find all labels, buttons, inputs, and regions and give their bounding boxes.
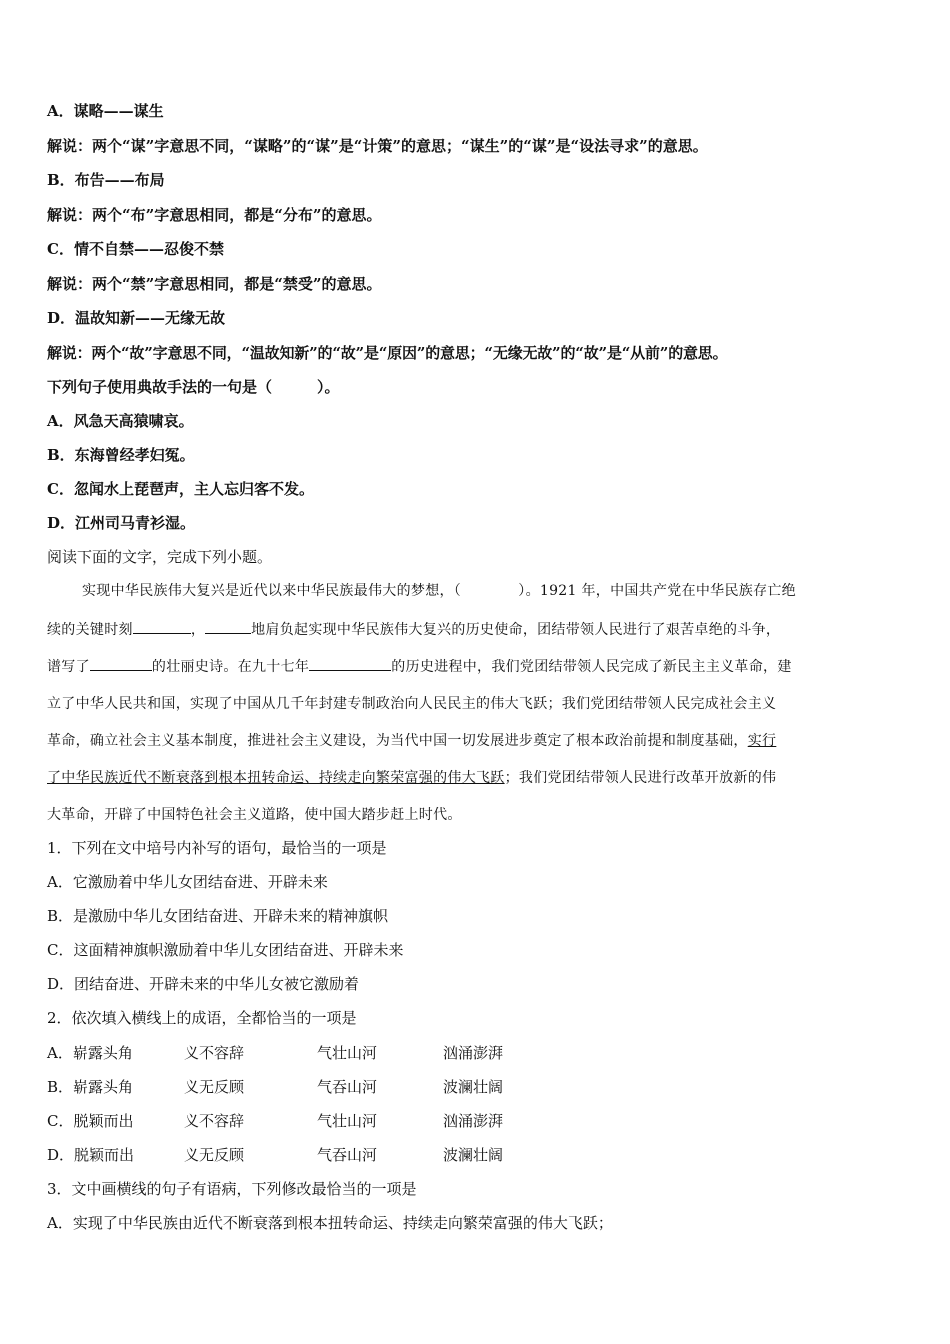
q3-stem: 3．文中画横线的句子有语病，下列修改最恰当的一项是 (47, 1180, 417, 1198)
q2-row-c-idiom-3: 气壮山河 (317, 1112, 378, 1130)
explanation-c: 解说：两个“禁”字意思相同，都是“禁受”的意思。 (47, 275, 382, 293)
passage-line-6 (47, 768, 776, 788)
allusion-option-c: C．忽闻水上琵琶声，主人忘归客不发。 (47, 480, 314, 498)
passage-text: 谱写了 (47, 659, 90, 675)
q2-row-b-idiom-3: 气吞山河 (317, 1078, 378, 1096)
q2-row-d-idiom-2: 义无反顾 (184, 1146, 245, 1164)
q1-option-b: B．是激励中华儿女团结奋进、开辟未来的精神旗帜 (47, 907, 389, 925)
fill-blank-2 (205, 619, 251, 634)
explanation-a: 解说：两个“谋”字意思不同，“谋略”的“谋”是“计策”的意思；“谋生”的“谋”是“设法寻求”的意思。 (47, 137, 708, 155)
passage-line-2 (47, 619, 780, 640)
passage-text: 的历史进程中，我们党团结带领人民完成了新民主主义革命，建 (391, 659, 792, 675)
fill-blank-1 (133, 619, 191, 634)
allusion-option-d: D．江州司马青衫湿。 (47, 514, 196, 532)
option-d: D．温故知新——无缘无故 (47, 309, 226, 327)
passage-line-1: 实现中华民族伟大复兴是近代以来中华民族最伟大的梦想，（ ）。1921 年，中国共产党在中华民族存亡绝 (82, 583, 796, 599)
q1-option-d: D．团结奋进、开辟未来的中华儿女被它激励着 (47, 975, 360, 993)
underlined-sentence: 了中华民族近代不断衰落到根本扭转命运、持续走向繁荣富强的伟大飞跃 (47, 770, 505, 786)
passage-line-3 (47, 656, 792, 677)
passage-line-4: 立了中华人民共和国，实现了中国从几千年封建专制政治向人民民主的伟大飞跃；我们党团结带领人民完成社会主义 (47, 696, 777, 712)
reading-intro: 阅读下面的文字，完成下列小题。 (47, 548, 273, 566)
fill-blank-3 (90, 656, 152, 671)
q2-row-d-idiom-4: 波澜壮阔 (443, 1146, 504, 1164)
explanation-b: 解说：两个“布”字意思相同，都是“分布”的意思。 (47, 206, 382, 224)
q2-row-b-idiom-1: B．崭露头角 (47, 1078, 134, 1096)
allusion-question: 下列句子使用典故手法的一句是（ ）。 (47, 378, 340, 396)
q1-stem: 1．下列在文中培号内补写的语句，最恰当的一项是 (47, 839, 387, 857)
fill-blank-4 (309, 656, 391, 671)
passage-text: 的壮丽史诗。在九十七年 (151, 659, 310, 675)
q2-row-c-idiom-2: 义不容辞 (184, 1112, 245, 1130)
allusion-option-a: A．风急天高猿啸哀。 (47, 412, 194, 430)
q1-option-a: A．它激励着中华儿女团结奋进、开辟未来 (47, 873, 328, 891)
q2-row-c-idiom-4: 汹涌澎湃 (443, 1112, 504, 1130)
q2-row-a-idiom-3: 气壮山河 (317, 1044, 378, 1062)
q1-option-c: C．这面精神旗帜激励着中华儿女团结奋进、开辟未来 (47, 941, 404, 959)
underlined-sentence: 实行 (747, 733, 777, 749)
q2-row-d-idiom-3: 气吞山河 (317, 1146, 378, 1164)
passage-text: 革命，确立社会主义基本制度，推进社会主义建设，为当代中国一切发展进步奠定了根本政治前提和制度基础， (47, 733, 748, 749)
passage-text: ， (190, 622, 206, 638)
explanation-d: 解说：两个“故”字意思不同，“温故知新”的“故”是“原因”的意思；“无缘无故”的“故”是“从前”的意思。 (47, 344, 728, 362)
option-a: A．谋略——谋生 (47, 102, 164, 120)
passage-line-7: 大革命，开辟了中国特色社会主义道路，使中国大踏步赶上时代。 (47, 807, 462, 823)
q3-option-a: A．实现了中华民族由近代不断衰落到根本扭转命运、持续走向繁荣富强的伟大飞跃； (47, 1214, 613, 1232)
q2-row-d-idiom-1: D．脱颖而出 (47, 1146, 135, 1164)
q2-row-b-idiom-4: 波澜壮阔 (443, 1078, 504, 1096)
q2-row-a-idiom-1: A．崭露头角 (47, 1044, 133, 1062)
allusion-option-b: B．东海曾经孝妇冤。 (47, 446, 195, 464)
q2-row-b-idiom-2: 义无反顾 (184, 1078, 245, 1096)
option-b: B．布告——布局 (47, 171, 165, 189)
q2-row-a-idiom-4: 汹涌澎湃 (443, 1044, 504, 1062)
passage-text: 续的关键时刻 (47, 622, 133, 638)
q2-row-a-idiom-2: 义不容辞 (184, 1044, 245, 1062)
option-c: C．情不自禁——忍俊不禁 (47, 240, 224, 258)
passage-text: ；我们党团结带领人民进行改革开放新的伟 (504, 770, 777, 786)
q2-row-c-idiom-1: C．脱颖而出 (47, 1112, 134, 1130)
q2-stem: 2．依次填入横线上的成语，全都恰当的一项是 (47, 1009, 357, 1027)
passage-text: 地肩负起实现中华民族伟大复兴的历史使命，团结带领人民进行了艰苦卓绝的斗争， (251, 622, 781, 638)
passage-line-5 (47, 731, 776, 751)
